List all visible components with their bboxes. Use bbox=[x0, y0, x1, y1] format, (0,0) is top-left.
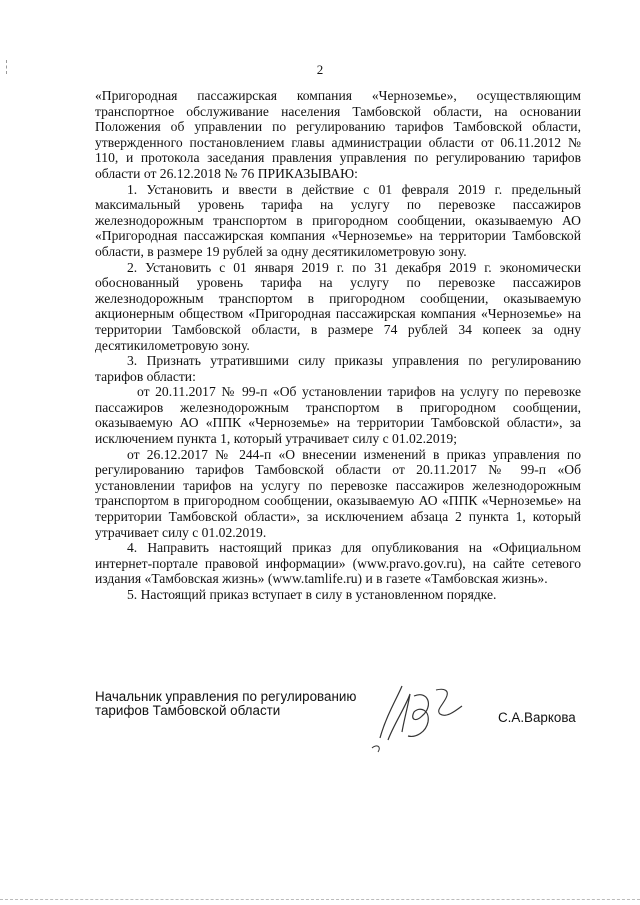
document-body bbox=[95, 88, 581, 603]
paragraph-item-4: 4. Направить настоящий приказ для опубликования на «Официальном интернет-портале правовой информации» (www.pravo.gov.ru), на сайте сетевого издания «Тамбовская жизнь» (www.tamlife.ru) и в газете «Тамбовская жизнь». bbox=[95, 540, 581, 587]
paragraph-repealed-order-2: от 26.12.2017 № 244-п «О внесении изменений в приказ управления по регулированию тарифов Тамбовской области от 20.11.2017 № 99-п «Об установлении тарифов на услугу по перевозке пассажиров железнодорожным транспортом в пригородном сообщении, оказываемую АО «ППК «Черноземье» на территории Тамбовской области», за исключением абзаца 2 пункта 1, который утрачивает силу с 01.02.2019. bbox=[95, 446, 581, 540]
paragraph-item-3: 3. Признать утратившими силу приказы управления по регулированию тарифов области: bbox=[95, 353, 581, 384]
paragraph-preamble: «Пригородная пассажирская компания «Черноземье», осуществляющим транспортное обслуживание населения Тамбовской области, на основании Положения об управлении по регулированию тарифов Тамбовской области, утвержденного постановлением главы администрации области от 06.11.2012 № 110, и протокола заседания правления управления по регулированию тарифов области от 26.12.2018 № 76 ПРИКАЗЫВАЮ: bbox=[95, 88, 581, 181]
paragraph-item-2: 2. Установить с 01 января 2019 г. по 31 декабря 2019 г. экономически обоснованный уровень тарифа на услугу по перевозке пассажиров железнодорожным транспортом в пригородном сообщении, оказываемую акционерным обществом «Пригородная пассажирская компания «Черноземье» на территории Тамбовской области, в размере 74 рублей 34 копеек за одну десятикилометровую зону. bbox=[95, 259, 581, 353]
page-number: 2 bbox=[316, 62, 324, 77]
signatory-name: С.А.Варкова bbox=[498, 710, 576, 725]
paragraph-repealed-order-1: от 20.11.2017 № 99-п «Об установлении тарифов на услугу по перевозке пассажиров железнодорожным транспортом в пригородном сообщении, оказываемую АО «ППК «Черноземье» на территории Тамбовской области», за исключением пункта 1, который утрачивает силу с 01.02.2019; bbox=[95, 384, 581, 447]
paragraph-item-1: 1. Установить и ввести в действие с 01 февраля 2019 г. предельный максимальный уровень тарифа на услугу по перевозке пассажиров железнодорожным транспортом в пригородном сообщении, оказываемую АО «Пригородная пассажирская компания «Черноземье» на территории Тамбовской области, в размере 19 рублей за одну десятикилометровую зону. bbox=[95, 181, 581, 259]
paragraph-item-5: 5. Настоящий приказ вступает в силу в установленном порядке. bbox=[127, 587, 497, 602]
signatory-position-line-1: Начальник управления по регулированию bbox=[95, 689, 357, 704]
signatory-position bbox=[95, 690, 395, 718]
signatory-position-line-2: тарифов Тамбовской области bbox=[95, 703, 281, 718]
handwritten-signature bbox=[358, 676, 478, 756]
scan-bottom-edge bbox=[0, 899, 640, 903]
